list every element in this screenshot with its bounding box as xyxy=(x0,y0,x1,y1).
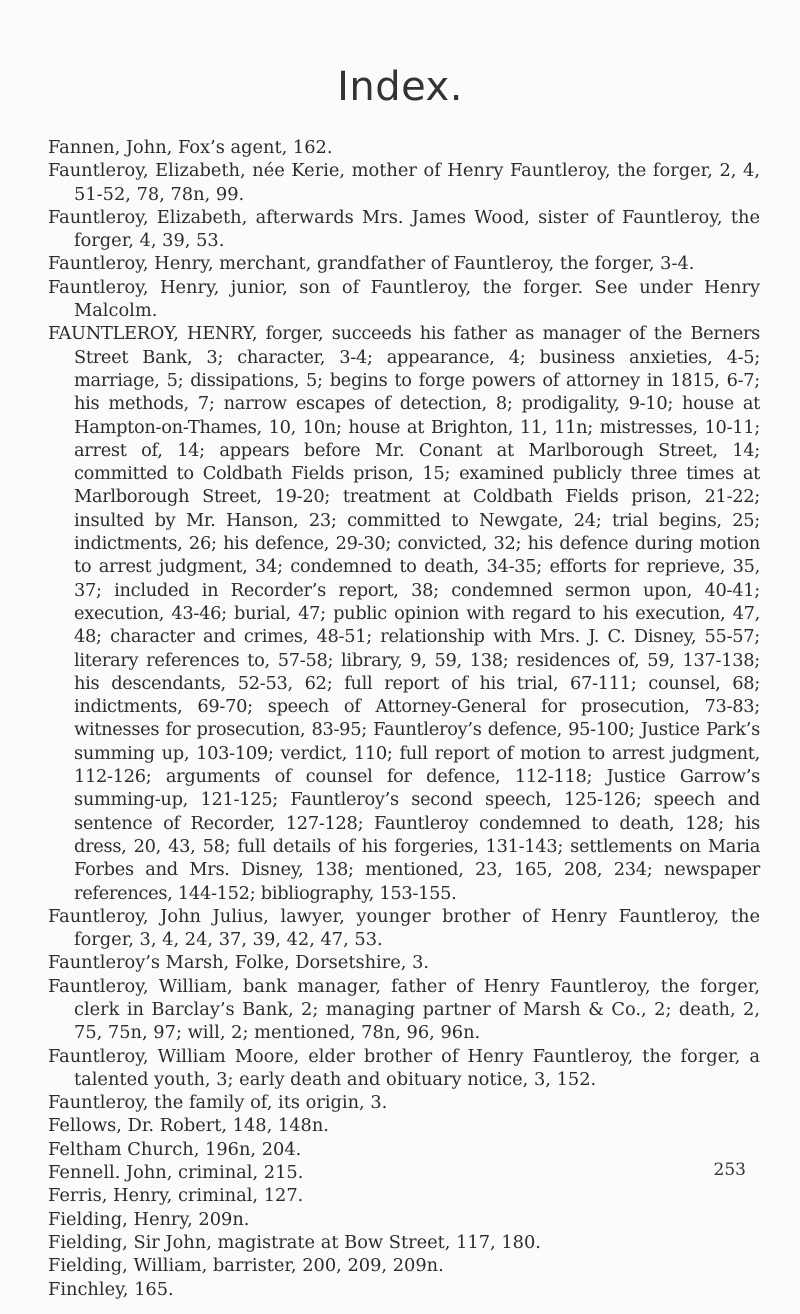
index-entry: Fielding, William, barrister, 200, 209, 209n. xyxy=(48,1255,444,1277)
index-entry: Fellows, Dr. Robert, 148, 148n. xyxy=(48,1115,329,1137)
index-entry: Fannen, John, Fox’s agent, 162. xyxy=(48,137,333,158)
index-entry: Fauntleroy’s Marsh, Folke, Dorsetshire, 3. xyxy=(48,952,430,974)
index-entry: Feltham Church, 196n, 204. xyxy=(48,1138,302,1160)
page-title: Index. xyxy=(337,64,463,110)
index-entry: Fauntleroy, Elizabeth, née Kerie, mother of Henry Fauntleroy, the forger, 2, 4, 51-52, 78, 78n, 99. xyxy=(48,160,760,205)
index-entry: Fielding, Henry, 209n. xyxy=(48,1208,250,1230)
index-entry-main: FAUNTLEROY, HENRY, forger, succeeds his father as manager of the Berners Street Bank, 3; character, 3-4; appearance, 4; business anxieties, 4-5; marriage, 5; dissipations, 5; begins to forge powers of attorney in 1815, 6-7; his methods, 7; narrow escapes of detection, 8; prodigality, 9-10; house at Hampton-on-Thames, 10, 10n; house at Brighton, 11, 11n; mistresses, 10-11; arrest of, 14; appears before Mr. Conant at Marlborough Street, 14; committed to Coldbath Fields prison, 15; examined publicly three times at Marlborough Street, 19-20; treatment at Coldbath Fields prison, 21-22; insulted by Mr. Hanson, 23; committed to Newgate, 24; trial begins, 25; indictments, 26; his defence, 29-30; convicted, 32; his defence during motion to arrest judgment, 34; condemned to death, 34-35; efforts for reprieve, 35, 37; included in Recorder’s report, 38; condemned sermon upon, 40-41; execution, 43-46; burial, 47; public opinion with regard to his execution, 47, 48; character and crimes, 48-51; relationship with Mrs. J. C. Disney, 55-57; literary references to, 57-58; library, 9, 59, 138; residences of, 59, 137-138; his descendants, 52-53, 62; full report of his trial, 67-111; counsel, 68; indictments, 69-70; speech of Attorney-General for prosecution, 73-83; witnesses for prosecution, 83-95; Fauntleroy’s defence, 95-100; Justice Park’s summing up, 103-109; verdict, 110; full report of motion to arrest judgment, 112-126; arguments of counsel for defence, 112-118; Justice Garrow’s summing-up, 121-125; Fauntleroy’s second speech, 125-126; speech and sentence of Recorder, 127-128; Fauntleroy condemned to death, 128; his dress, 20, 43, 58; full details of his forgeries, 131-143; settlements on Maria Forbes and Mrs. Disney, 138; mentioned, 23, 165, 208, 234; newspaper references, 144-152; bibliography, 153-155. xyxy=(48,323,760,904)
page-number: 253 xyxy=(713,1160,746,1180)
index-entry: Fauntleroy, Henry, junior, son of Fauntleroy, the forger. See under Henry Malcolm. xyxy=(48,276,760,322)
index-entries xyxy=(48,136,760,1301)
index-entry: Fennell. John, criminal, 215. xyxy=(48,1162,304,1184)
index-entry: Fauntleroy, the family of, its origin, 3. xyxy=(48,1092,388,1114)
index-entry: Fauntleroy, William Moore, elder brother of Henry Fauntleroy, the forger, a talented youth, 3; early death and obituary notice, 3, 152. xyxy=(48,1045,760,1090)
index-entry: Fielding, Sir John, magistrate at Bow Street, 117, 180. xyxy=(48,1231,541,1253)
index-entry: Fauntleroy, William, bank manager, father of Henry Fauntleroy, the forger, clerk in Barclay’s Bank, 2; managing partner of Marsh & Co., 2; death, 2, 75, 75n, 97; will, 2; mentioned, 78n, 96, 96n. xyxy=(48,975,760,1044)
index-entry: Fauntleroy, Elizabeth, afterwards Mrs. James Wood, sister of Fauntleroy, the forger, 4, 39, 53. xyxy=(48,206,760,252)
index-entry: Finchley, 165. xyxy=(48,1278,174,1300)
index-entry: Fauntleroy, Henry, merchant, grandfather of Fauntleroy, the forger, 3-4. xyxy=(48,253,695,275)
index-entry: Ferris, Henry, criminal, 127. xyxy=(48,1185,304,1207)
index-entry: Fauntleroy, John Julius, lawyer, younger brother of Henry Fauntleroy, the forger, 3, 4, 24, 37, 39, 42, 47, 53. xyxy=(48,905,760,951)
